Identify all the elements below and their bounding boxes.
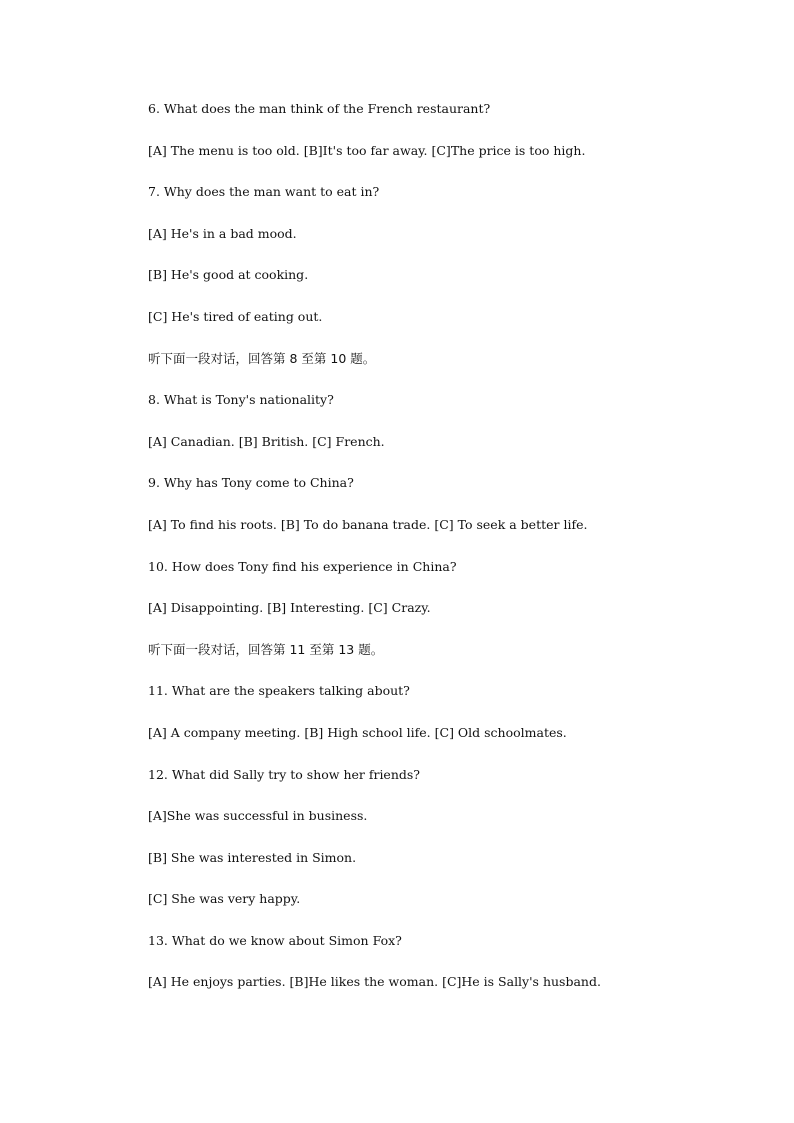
question-10: 10. How does Tony find his experience in China? xyxy=(148,558,457,574)
option-12a: [A]She was successful in business. xyxy=(148,808,368,824)
option-12b: [B] She was interested in Simon. xyxy=(148,849,357,865)
option-7a: [A] He's in a bad mood. xyxy=(148,225,297,241)
question-13: 13. What do we know about Simon Fox? xyxy=(148,932,402,948)
question-9: 9. Why has Tony come to China? xyxy=(148,475,354,491)
question-11: 11. What are the speakers talking about? xyxy=(148,683,410,699)
options-8: [A] Canadian. [B] British. [C] French. xyxy=(148,433,385,449)
document-page xyxy=(148,99,708,1014)
question-12: 12. What did Sally try to show her friends? xyxy=(148,766,421,782)
question-6: 6. What does the man think of the French restaurant? xyxy=(148,101,491,116)
question-8: 8. What is Tony's nationality? xyxy=(148,392,334,408)
option-7b: [B] He's good at cooking. xyxy=(148,267,309,283)
option-7c: [C] He's tired of eating out. xyxy=(148,308,323,324)
option-12c: [C] She was very happy. xyxy=(148,891,301,907)
options-10: [A] Disappointing. [B] Interesting. [C] Crazy. xyxy=(148,600,431,616)
options-6: [A] The menu is too old. [B]It's too far away. [C]The price is too high. xyxy=(148,142,586,158)
options-11: [A] A company meeting. [B] High school life. [C] Old schoolmates. xyxy=(148,724,567,740)
section-instruction-11-13: 听下面一段对话，回答第 11 至第 13 题。 xyxy=(148,641,384,657)
section-instruction-8-10: 听下面一段对话，回答第 8 至第 10 题。 xyxy=(148,350,376,366)
options-9: [A] To find his roots. [B] To do banana trade. [C] To seek a better life. xyxy=(148,516,588,532)
question-7: 7. Why does the man want to eat in? xyxy=(148,184,380,200)
options-13: [A] He enjoys parties. [B]He likes the woman. [C]He is Sally's husband. xyxy=(148,974,601,990)
